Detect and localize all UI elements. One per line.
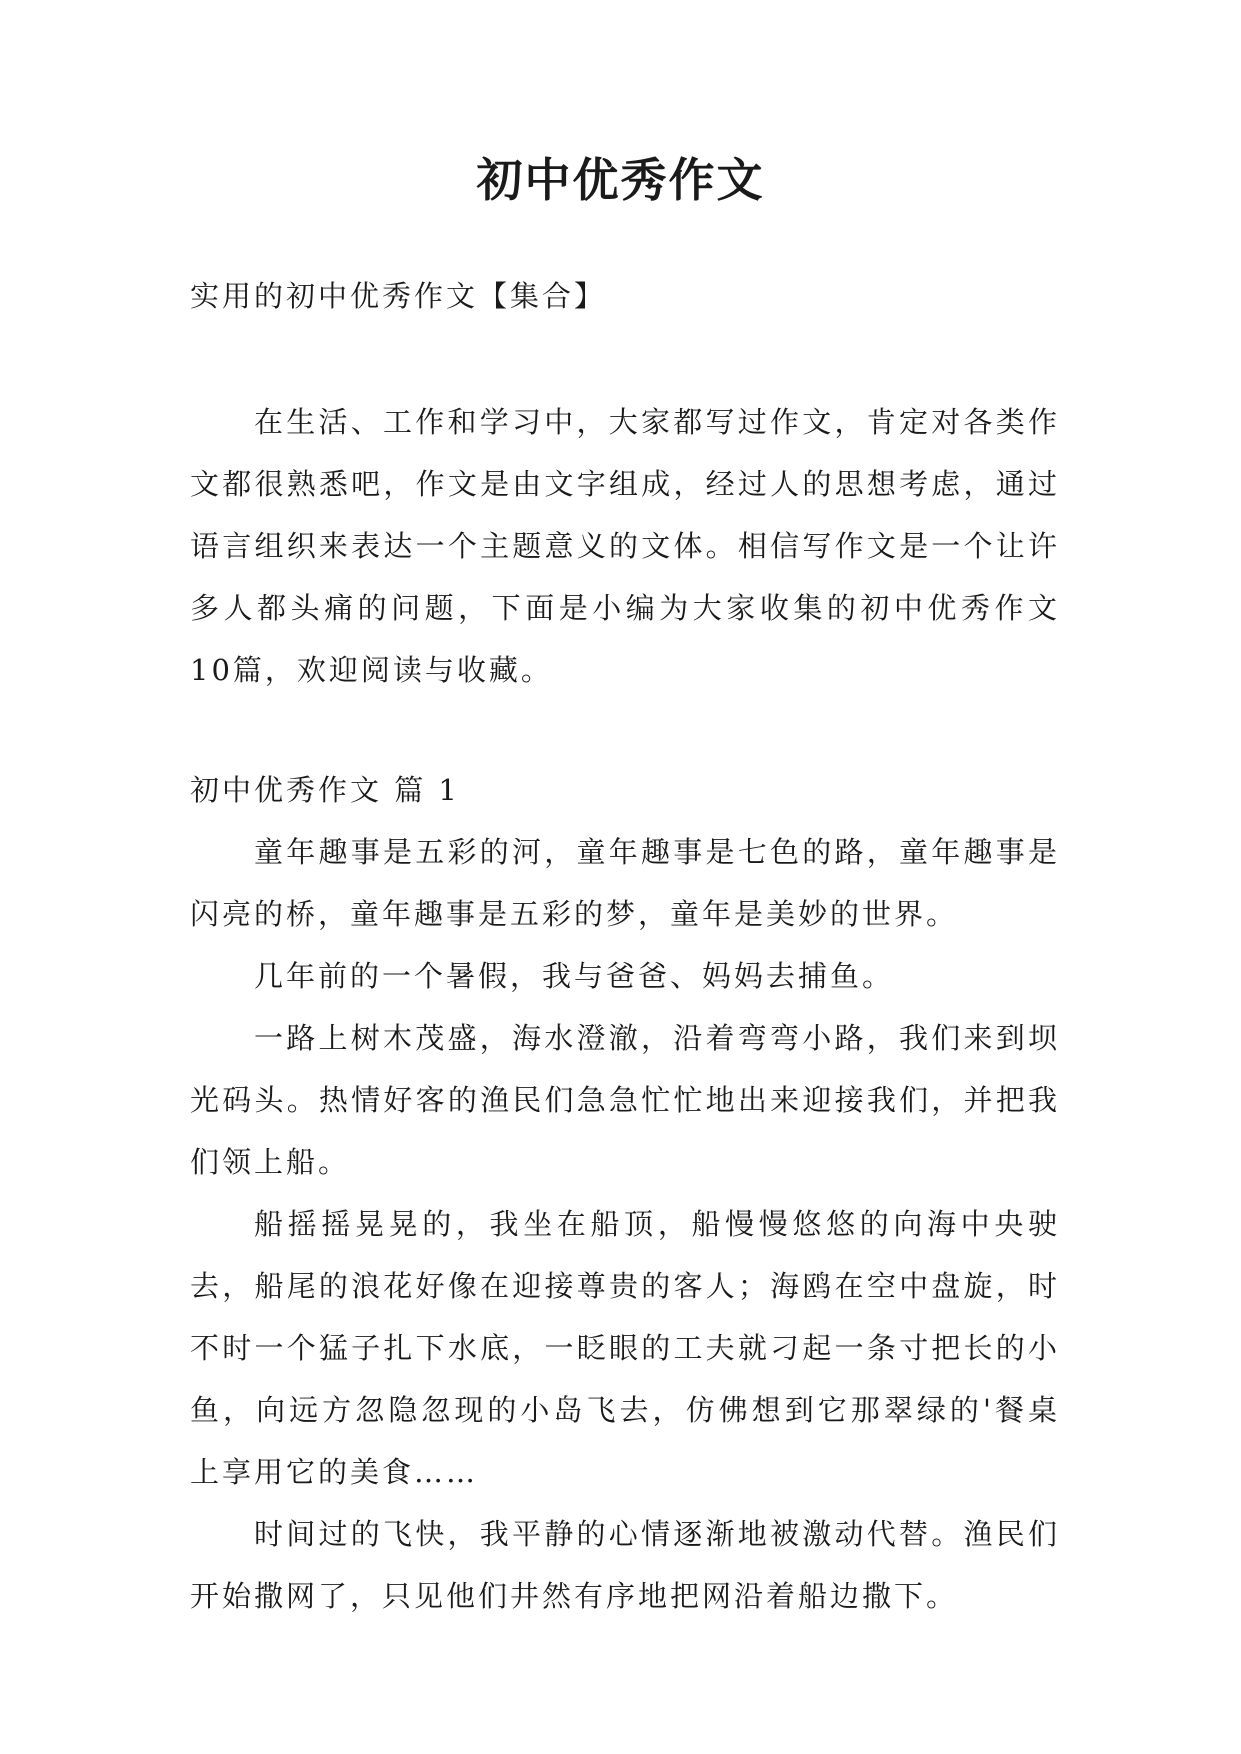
section-heading: 初中优秀作文 篇 1 bbox=[190, 773, 460, 807]
document-title: 初中优秀作文 bbox=[476, 153, 765, 207]
intro-paragraph: 在生活、工作和学习中，大家都写过作文，肯定对各类作文都很熟悉吧，作文是由文字组成，经过人的思想考虑，通过语言组织来表达一个主题意义的文体。相信写作文是一个让许多人都头痛的问题，下面是小编为大家收集的初中优秀作文10篇，欢迎阅读与收藏。 bbox=[190, 405, 1060, 687]
document-body bbox=[190, 265, 1060, 1627]
body-paragraph-3: 一路上树木茂盛，海水澄澈，沿着弯弯小路，我们来到坝光码头。热情好客的渔民们急急忙忙地出来迎接我们，并把我们领上船。 bbox=[190, 1021, 1060, 1179]
spacer bbox=[190, 327, 1060, 391]
spacer bbox=[190, 701, 1060, 759]
body-paragraph-2: 几年前的一个暑假，我与爸爸、妈妈去捕鱼。 bbox=[254, 959, 895, 993]
body-paragraph-5: 时间过的飞快，我平静的心情逐渐地被激动代替。渔民们开始撒网了，只见他们井然有序地把网沿着船边撒下。 bbox=[190, 1517, 1060, 1613]
document-subtitle: 实用的初中优秀作文【集合】 bbox=[190, 279, 607, 313]
body-paragraph-1: 童年趣事是五彩的河，童年趣事是七色的路，童年趣事是闪亮的桥，童年趣事是五彩的梦，童年是美妙的世界。 bbox=[190, 835, 1060, 931]
body-paragraph-4: 船摇摇晃晃的，我坐在船顶，船慢慢悠悠的向海中央驶去，船尾的浪花好像在迎接尊贵的客人；海鸥在空中盘旋，时不时一个猛子扎下水底，一眨眼的工夫就刁起一条寸把长的小鱼，向远方忽隐忽现的小岛飞去，仿佛想到它那翠绿的'餐桌上享用它的美食…… bbox=[190, 1207, 1060, 1489]
